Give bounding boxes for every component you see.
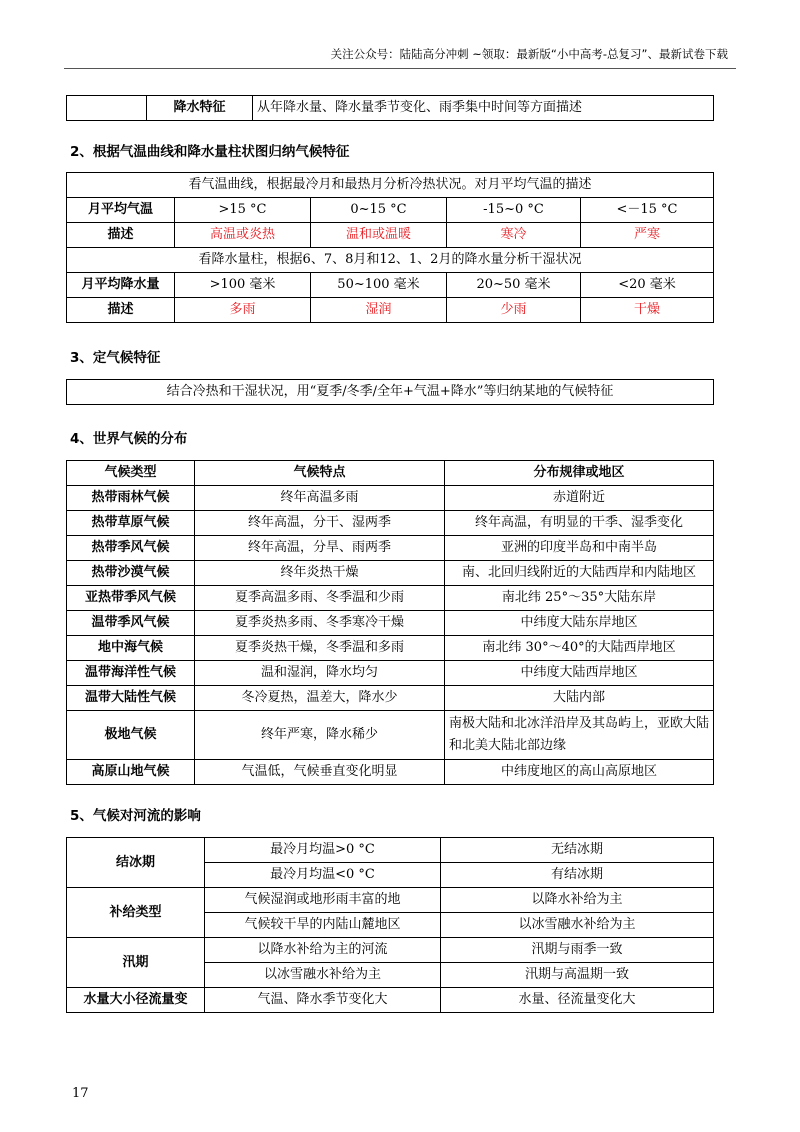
temp-label: 月平均气温: [67, 198, 175, 223]
prec-desc-cell: 少雨: [447, 298, 581, 323]
result-cell: 有结冰期: [441, 863, 714, 888]
condition-cell: 气温、降水季节变化大: [205, 988, 441, 1013]
condition-cell: 气候湿润或地形雨丰富的地: [205, 888, 441, 913]
prec-desc-cell: 干燥: [581, 298, 714, 323]
table-row: [67, 760, 714, 785]
temp-desc-cell: 高温或炎热: [175, 223, 311, 248]
climate-region: 南北纬 30°～40°的大陆西岸地区: [445, 636, 714, 661]
header-rule: [64, 68, 736, 69]
table-row: [67, 223, 714, 248]
column-header: 气候特点: [195, 461, 445, 486]
table-row: [67, 248, 714, 273]
row-text: 从年降水量、降水量季节变化、雨季集中时间等方面描述: [253, 96, 714, 121]
climate-region: 终年高温，有明显的干季、湿季变化: [445, 511, 714, 536]
desc-label: 描述: [67, 298, 175, 323]
group-label: 水量大小径流量变: [67, 988, 205, 1013]
climate-feature: 冬冷夏热，温差大，降水少: [195, 686, 445, 711]
page-number: 17: [72, 1086, 89, 1101]
climate-region: 中纬度大陆东岸地区: [445, 611, 714, 636]
section-title-5: 5、气候对河流的影响: [70, 808, 201, 824]
prec-label: 月平均降水量: [67, 273, 175, 298]
group-label: 补给类型: [67, 888, 205, 938]
empty-cell: [67, 96, 147, 121]
temp-note: 看气温曲线，根据最冷月和最热月分析冷热状况。对月平均气温的描述: [67, 173, 714, 198]
table-row: [67, 273, 714, 298]
result-cell: 以降水补给为主: [441, 888, 714, 913]
precip-feature-table: [66, 95, 714, 121]
climate-type: 温带季风气候: [67, 611, 195, 636]
column-header: 分布规律或地区: [445, 461, 714, 486]
temp-cell: >15 °C: [175, 198, 311, 223]
group-label: 汛期: [67, 938, 205, 988]
row-label: 降水特征: [147, 96, 253, 121]
result-cell: 以冰雪融水补给为主: [441, 913, 714, 938]
table-row: [67, 636, 714, 661]
climate-type: 亚热带季风气候: [67, 586, 195, 611]
define-climate-table: [66, 379, 714, 405]
climate-feature: 夏季高温多雨、冬季温和少雨: [195, 586, 445, 611]
climate-type: 地中海气候: [67, 636, 195, 661]
climate-feature: 夏季炎热干燥，冬季温和多雨: [195, 636, 445, 661]
prec-cell: 20~50 毫米: [447, 273, 581, 298]
climate-type: 极地气候: [67, 711, 195, 760]
climate-region: 南极大陆和北冰洋沿岸及其岛屿上，亚欧大陆和北美大陆北部边缘: [445, 711, 714, 760]
climate-type: 热带沙漠气候: [67, 561, 195, 586]
table-row: [67, 888, 714, 913]
table-row: [67, 96, 714, 121]
climate-type: 温带海洋性气候: [67, 661, 195, 686]
climate-region: 南北纬 25°～35°大陆东岸: [445, 586, 714, 611]
prec-cell: >100 毫米: [175, 273, 311, 298]
result-cell: 无结冰期: [441, 838, 714, 863]
table-row: [67, 198, 714, 223]
table-row: [67, 938, 714, 963]
table-row: [67, 661, 714, 686]
table-row: [67, 380, 714, 405]
climate-region: 中纬度大陆西岸地区: [445, 661, 714, 686]
temp-desc-cell: 严寒: [581, 223, 714, 248]
table-row: [67, 511, 714, 536]
climate-region: 赤道附近: [445, 486, 714, 511]
define-text: 结合冷热和干湿状况，用“夏季/冬季/全年+气温+降水”等归纳某地的气候特征: [67, 380, 714, 405]
prec-cell: <20 毫米: [581, 273, 714, 298]
condition-cell: 最冷月均温>0 °C: [205, 838, 441, 863]
table-row: [67, 536, 714, 561]
condition-cell: 以降水补给为主的河流: [205, 938, 441, 963]
page-header: 关注公众号：陆陆高分冲刺 ~领取：最新版“小中高考-总复习”、最新试卷下载: [330, 47, 728, 61]
section-title-4: 4、世界气候的分布: [70, 431, 188, 447]
desc-label: 描述: [67, 223, 175, 248]
group-label: 结冰期: [67, 838, 205, 888]
prec-desc-cell: 湿润: [311, 298, 447, 323]
result-cell: 汛期与雨季一致: [441, 938, 714, 963]
result-cell: 水量、径流量变化大: [441, 988, 714, 1013]
temp-cell: <－15 °C: [581, 198, 714, 223]
climate-type: 热带雨林气候: [67, 486, 195, 511]
climate-region: 南、北回归线附近的大陆西岸和内陆地区: [445, 561, 714, 586]
climate-type: 高原山地气候: [67, 760, 195, 785]
table-row: [67, 611, 714, 636]
table-row: [67, 686, 714, 711]
table-row: [67, 586, 714, 611]
climate-feature: 终年高温，分旱、雨两季: [195, 536, 445, 561]
table-row: [67, 298, 714, 323]
section-title-2: 2、根据气温曲线和降水量柱状图归纳气候特征: [70, 144, 350, 160]
table-row: [67, 838, 714, 863]
prec-cell: 50~100 毫米: [311, 273, 447, 298]
temp-cell: 0~15 °C: [311, 198, 447, 223]
climate-feature: 夏季炎热多雨、冬季寒冷干燥: [195, 611, 445, 636]
climate-feature: 终年高温，分干、湿两季: [195, 511, 445, 536]
climate-feature: 终年炎热干燥: [195, 561, 445, 586]
table-row: [67, 561, 714, 586]
temp-desc-cell: 寒冷: [447, 223, 581, 248]
river-impact-table: [66, 837, 714, 1013]
temp-cell: -15~0 °C: [447, 198, 581, 223]
column-header: 气候类型: [67, 461, 195, 486]
climate-feature-table: [66, 172, 714, 323]
climate-feature: 温和湿润，降水均匀: [195, 661, 445, 686]
climate-region: 中纬度地区的高山高原地区: [445, 760, 714, 785]
table-row: [67, 173, 714, 198]
world-climate-table: [66, 460, 714, 785]
table-row: [67, 988, 714, 1013]
condition-cell: 最冷月均温<0 °C: [205, 863, 441, 888]
table-row: [67, 486, 714, 511]
table-header-row: [67, 461, 714, 486]
climate-feature: 气温低，气候垂直变化明显: [195, 760, 445, 785]
section-title-3: 3、定气候特征: [70, 350, 161, 366]
climate-region: 亚洲的印度半岛和中南半岛: [445, 536, 714, 561]
climate-feature: 终年高温多雨: [195, 486, 445, 511]
condition-cell: 以冰雪融水补给为主: [205, 963, 441, 988]
condition-cell: 气候较干旱的内陆山麓地区: [205, 913, 441, 938]
result-cell: 汛期与高温期一致: [441, 963, 714, 988]
climate-feature: 终年严寒，降水稀少: [195, 711, 445, 760]
prec-note: 看降水量柱，根据6、7、8月和12、1、2月的降水量分析干湿状况: [67, 248, 714, 273]
prec-desc-cell: 多雨: [175, 298, 311, 323]
climate-type: 热带季风气候: [67, 536, 195, 561]
climate-type: 热带草原气候: [67, 511, 195, 536]
temp-desc-cell: 温和或温暖: [311, 223, 447, 248]
climate-region: 大陆内部: [445, 686, 714, 711]
table-row: [67, 711, 714, 760]
climate-type: 温带大陆性气候: [67, 686, 195, 711]
